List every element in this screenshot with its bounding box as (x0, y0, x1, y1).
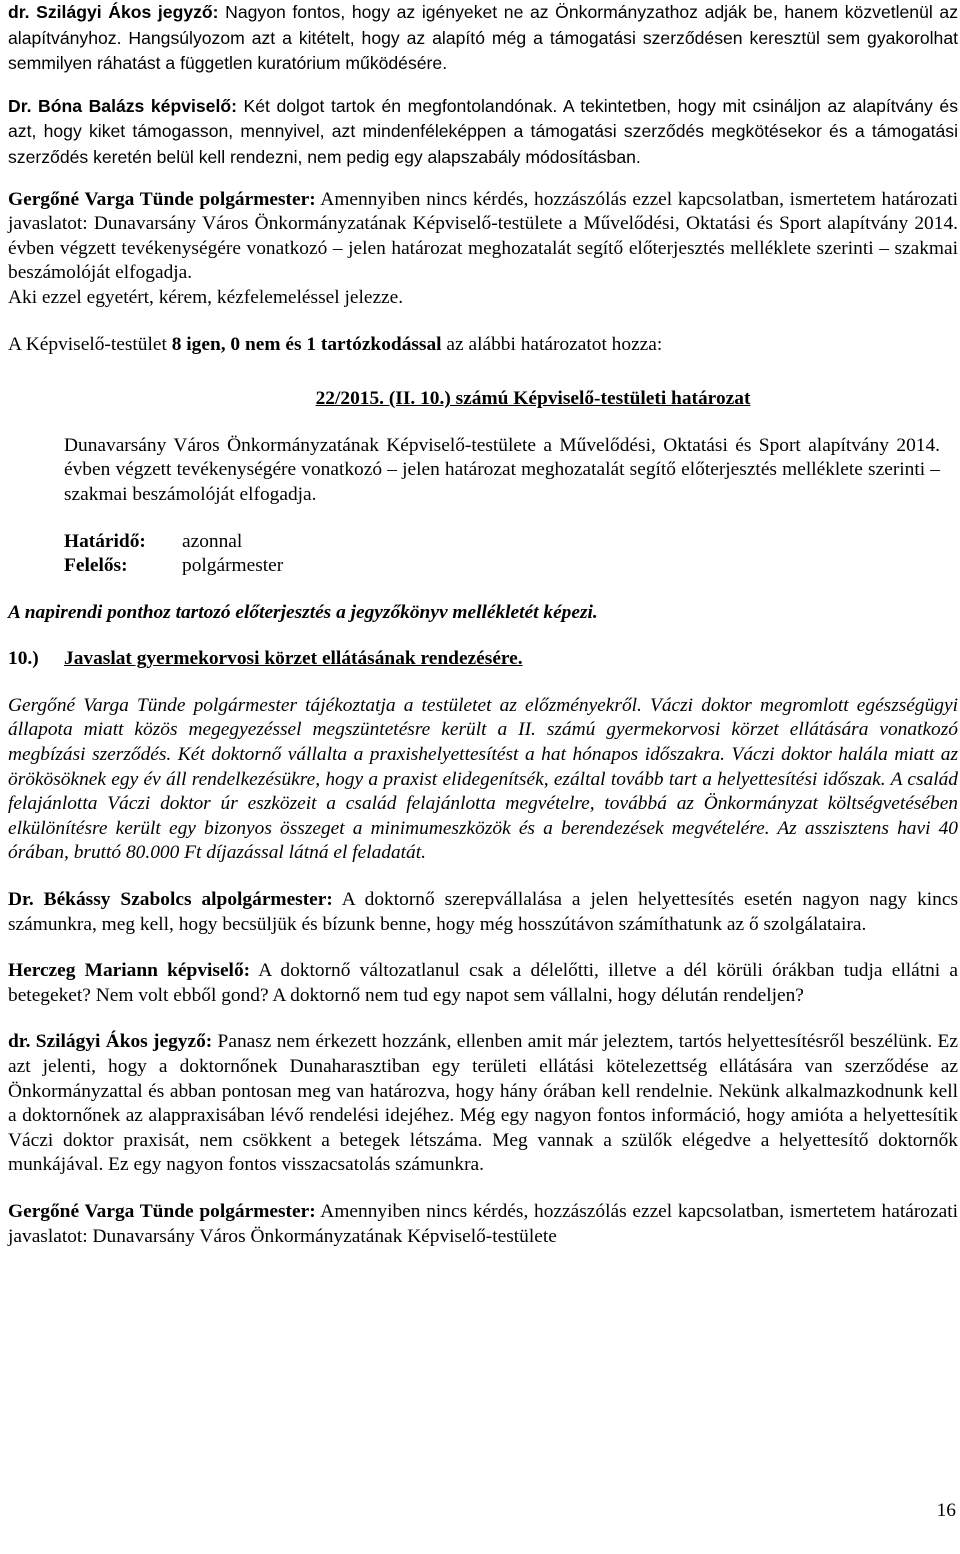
vote-result: A Képviselő-testület 8 igen, 0 nem és 1 tartózkodással az alábbi határozatot hozza: (8, 333, 663, 355)
responsible-value: polgármester (182, 555, 284, 577)
resolution-block (8, 434, 958, 579)
responsible-row (64, 554, 940, 579)
speaker-name: dr. Szilágyi Ákos jegyző: (8, 1031, 213, 1053)
paragraph-polgarmester-2 (8, 1200, 958, 1249)
speaker-name: Dr. Bóna Balázs képviselő: (8, 95, 237, 116)
vote-request: Aki ezzel egyetért, kérem, kézfelemeléssel jelezze. (8, 286, 404, 308)
agenda-title: Javaslat gyermekorvosi körzet ellátásának rendezésére. (64, 648, 523, 670)
speaker-name: Herczeg Mariann képviselő: (8, 960, 251, 982)
resolution-text: Dunavarsány Város Önkormányzatának Képviselő-testülete a Művelődési, Oktatási és Sport alapítvány 2014. évben végzett tevékenységére vonatkozó – jelen határozat meghozatalát segítő előterjesztés melléklete szerinti – szakmai beszámolóját elfogadja. (64, 434, 940, 505)
paragraph-jegyzo-2 (8, 1030, 958, 1178)
deadline-value: azonnal (182, 530, 243, 552)
agenda-item-10 (8, 647, 958, 672)
paragraph-text: Két dolgot tartok én megfontolandónak. A tekintetben, hogy mit csináljon az alapítvány és azt, hogy kiket támogasson, mennyivel, azt mindenféleképpen a támogatási szerződés megkötésekor és a támogatási szerződés keretén belül kell rendezni, nem pedig egy alapszabály módosításban. (8, 95, 958, 167)
deadline-label: Határidő: (64, 530, 146, 552)
paragraph-bona (8, 94, 958, 171)
agenda-number: 10.) (8, 648, 39, 670)
responsible-label: Felelős: (64, 555, 128, 577)
speaker-name: dr. Szilágyi Ákos jegyző: (8, 2, 219, 22)
paragraph-text: A doktornő szerepvállalása a jelen helyettesítés esetén nagyon nagy kincs számunkra, meg kell, hogy becsüljük és bízunk benne, hogy még hosszútávon számíthatunk az ő szolgálataira. (8, 889, 958, 935)
paragraph-text: Nagyon fontos, hogy az igényeket ne az Önkormányzathoz adják be, hanem közvetlenül az alapítványhoz. Hangsúlyozom azt a kitételt, hogy az alapító még a támogatási szerződésen keresztül sem gyakorolhat semmilyen ráhatást a független kuratórium működésére. (8, 2, 958, 74)
paragraph-text: Amennyiben nincs kérdés, hozzászólás ezzel kapcsolatban, ismertetem határozati javaslatot: Dunavarsány Város Önkormányzatának Képviselő-testülete a Művelődési, Oktatási és Sport alapítvány 2014. évben végzett tevékenységére vonatkozó – jelen határozat meghozatalát segítő előterjesztés melléklete szerinti – szakmai beszámolóját elfogadja. (8, 188, 958, 284)
paragraph-herczeg (8, 959, 958, 1008)
paragraph-text: Amennyiben nincs kérdés, hozzászólás ezzel kapcsolatban, ismertetem határozati javaslatot: Dunavarsány Város Önkormányzatának Képviselő-testülete (8, 1200, 958, 1247)
annex-note: A napirendi ponthoz tartozó előterjesztés a jegyzőkönyv mellékletét képezi. (8, 601, 598, 623)
speaker-name: Gergőné Varga Tünde polgármester: (8, 188, 316, 210)
page-number: 16 (936, 1500, 956, 1521)
paragraph-bekassy (8, 888, 958, 937)
vote-count: 8 igen, 0 nem és 1 tartózkodással (171, 333, 442, 355)
deadline-row (64, 530, 940, 555)
document-page (8, 0, 958, 1249)
paragraph-polgarmester-1 (8, 188, 958, 286)
paragraph-background: Gergőné Varga Tünde polgármester tájékoztatja a testületet az előzményekről. Váczi doktor megromlott egészségügyi állapota miatt közös megegyezéssel megszüntetésre került a II. számú gyermekorvosi körzet ellátására vonatkozó megbízási szerződés. Két doktornő vállalta a praxishelyettesítést a hat hónapos időszakra. Váczi doktor halála miatt az örökösöknek egy év áll rendelkezésükre, hogy a praxist elidegenítsék, ezáltal tovább tart a helyettesítési időszak. A család felajánlotta Váczi doktor úr eszközeit a család felajánlotta megvételre, továbbá az Önkormányzat költségvetésében elkülönítésre került egy bizonyos összeget a minimumeszközök és a berendezések megvételére. Az asszisztens havi 40 órában, bruttó 80.000 Ft díjazással látná el feladatát. (8, 694, 958, 864)
paragraph-text: A doktornő változatlanul csak a délelőtti, illetve a dél körüli órákban tudja ellátni a betegeket? Nem volt ebből gond? A doktornő nem tud egy napot sem vállalni, hogy délután rendeljen? (8, 960, 958, 1006)
resolution-title: 22/2015. (II. 10.) számú Képviselő-testületi határozat (315, 388, 751, 410)
paragraph-jegyzo-1 (8, 0, 958, 77)
speaker-name: Gergőné Varga Tünde polgármester: (8, 1200, 316, 1222)
speaker-name: Dr. Békássy Szabolcs alpolgármester: (8, 889, 333, 911)
paragraph-text: Panasz nem érkezett hozzánk, ellenben amit már jeleztem, tartós helyettesítésről beszélünk. Ez azt jelenti, hogy a doktornőnek Dunaharasztiban egy területi ellátási kötelezettség ellátására van szerződése az Önkormányzattal és abban pontosan meg van határozva, hogy hány órában kell rendelnie. Nekünk alkalmazkodnunk kell a doktornőnek az alappraxisában lévő rendelési idejéhez. Még egy nagyon fontos információ, hogy amióta a helyettesítik Váczi doktor praxisát, nem csökkent a betegek létszáma. Meg vannak a szülők elégedve a helyettesítő doktornők munkájával. Ez egy nagyon fontos visszacsatolás számunkra. (8, 1031, 958, 1176)
